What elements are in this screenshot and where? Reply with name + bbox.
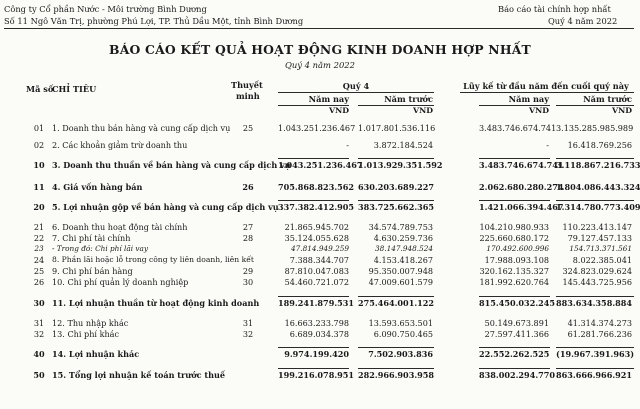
row-code: 11 — [33, 182, 45, 192]
row-code: 26 — [33, 277, 45, 287]
row-q-previous: 6.090.750.465 — [373, 329, 433, 339]
row-q-previous: 3.872.184.524 — [373, 140, 433, 150]
row-name: 7. Chi phí tài chính — [52, 233, 131, 243]
row-name: 3. Doanh thu thuần về bán hàng và cung cấp dịch vụ — [52, 160, 291, 170]
table-row — [0, 202, 640, 213]
row-note: 32 — [242, 329, 254, 339]
subtotal-line — [278, 347, 349, 348]
subtotal-line — [479, 200, 550, 201]
subtotal-line — [358, 200, 434, 201]
row-ytd-previous: 41.314.374.273 — [567, 318, 632, 328]
table-row — [0, 123, 640, 134]
row-q-current: 6.689.034.378 — [289, 329, 349, 339]
table-row — [0, 318, 640, 329]
subtotal-line — [556, 347, 634, 348]
report-subtitle: Quý 4 năm 2022 — [285, 60, 355, 70]
subtotal-line — [479, 347, 550, 348]
row-name: 9. Chi phí bán hàng — [52, 266, 133, 276]
row-name: 8. Phần lãi hoặc lỗ trong công ty liên doanh, liên kết — [52, 255, 254, 264]
row-q-current: 189.241.879.531 — [278, 298, 355, 308]
col-note-header-2: minh — [236, 91, 260, 101]
table-row — [0, 233, 640, 244]
subtotal-line — [479, 368, 550, 369]
row-code: 10 — [33, 160, 45, 170]
row-ytd-current: 50.149.673.891 — [484, 318, 549, 328]
table-row — [0, 182, 640, 193]
row-ytd-current: 815.450.032.245 — [479, 298, 556, 308]
table-row — [0, 255, 640, 266]
row-q-previous: 47.009.601.579 — [368, 277, 433, 287]
row-code: 40 — [33, 349, 45, 359]
row-name: 10. Chi phí quản lý doanh nghiệp — [52, 277, 189, 287]
row-name: 6. Doanh thu hoạt động tài chính — [52, 222, 188, 232]
quarter-header-line — [278, 92, 434, 93]
row-ytd-current: 838.002.294.770 — [479, 370, 556, 380]
row-q-previous: 95.350.007.948 — [368, 266, 433, 276]
row-code: 01 — [33, 123, 45, 133]
row-name: 4. Giá vốn hàng bán — [52, 182, 143, 192]
col-q-this-year: Năm nay — [308, 94, 349, 104]
company-address: Số 11 Ngô Văn Trị, phường Phú Lợi, TP. Thủ Dầu Một, tỉnh Bình Dương — [4, 16, 304, 26]
row-q-previous: 630.203.689.227 — [358, 182, 435, 192]
col-y-last-year: Năm trước — [583, 94, 632, 104]
row-name: - Trong đó: Chi phí lãi vay — [52, 244, 148, 253]
row-ytd-current: 2.062.680.280.274 — [479, 182, 564, 192]
report-period: Quý 4 năm 2022 — [548, 16, 618, 26]
row-q-current: 705.868.823.562 — [278, 182, 355, 192]
row-q-previous: 4.630.259.736 — [373, 233, 433, 243]
row-note: 28 — [242, 233, 254, 243]
row-ytd-current: 225.660.680.172 — [479, 233, 549, 243]
row-q-current: 87.810.047.083 — [284, 266, 349, 276]
table-row — [0, 370, 640, 381]
row-q-current: 7.388.344.707 — [289, 255, 349, 265]
row-code: 25 — [33, 266, 45, 276]
row-note: 25 — [242, 123, 254, 133]
row-ytd-current: 3.483.746.674.741 — [479, 123, 557, 133]
row-ytd-previous: 3.118.867.216.733 — [556, 160, 640, 170]
table-row — [0, 266, 640, 277]
table-row — [0, 244, 640, 255]
row-q-current: 21.865.945.702 — [284, 222, 349, 232]
row-q-previous: 7.502.903.836 — [368, 349, 433, 359]
row-ytd-previous: 154.713.371.561 — [569, 244, 632, 253]
row-q-current: 1.043.251.236.467 — [278, 123, 356, 133]
col-y-this-year: Năm nay — [508, 94, 549, 104]
row-q-current: 35.124.055.628 — [284, 233, 349, 243]
company-name: Công ty Cổ phần Nước - Môi trường Bình Dương — [4, 4, 207, 14]
row-ytd-previous: 1.314.780.773.409 — [556, 202, 640, 212]
row-note: 30 — [242, 277, 254, 287]
subtotal-line — [479, 296, 550, 297]
row-q-previous: 4.153.418.267 — [373, 255, 433, 265]
subtotal-line — [556, 296, 634, 297]
row-code: 22 — [33, 233, 45, 243]
table-row — [0, 140, 640, 151]
row-note: 31 — [242, 318, 254, 328]
row-code: 02 — [33, 140, 45, 150]
table-row — [0, 298, 640, 309]
subtotal-line — [278, 200, 349, 201]
table-row — [0, 160, 640, 171]
row-note: 27 — [242, 222, 254, 232]
col-q-last-year: Năm trước — [384, 94, 433, 104]
row-note: 29 — [242, 266, 254, 276]
col-y-last-year-unit: VND — [612, 106, 632, 115]
row-ytd-previous: 16.418.769.256 — [567, 140, 632, 150]
row-ytd-previous: 79.127.457.133 — [567, 233, 632, 243]
col-item-header: CHỈ TIÊU — [52, 84, 97, 94]
row-code: 31 — [33, 318, 45, 328]
col-quarter-header: Quý 4 — [342, 81, 370, 91]
row-ytd-current: 170.492.600.996 — [486, 244, 549, 253]
row-q-current: 199.216.078.951 — [278, 370, 355, 380]
row-ytd-previous: 110.223.413.147 — [562, 222, 632, 232]
row-ytd-previous: 324.823.029.624 — [562, 266, 632, 276]
row-ytd-current: 3.483.746.674.741 — [479, 160, 564, 170]
table-row — [0, 329, 640, 340]
report-title: BÁO CÁO KẾT QUẢ HOẠT ĐỘNG KINH DOANH HỢP NHẤT — [109, 42, 531, 57]
row-q-previous: 383.725.662.365 — [358, 202, 435, 212]
row-ytd-current: 320.162.135.327 — [479, 266, 549, 276]
subtotal-line — [358, 368, 434, 369]
row-ytd-current: 181.992.620.764 — [479, 277, 549, 287]
row-ytd-current: - — [546, 140, 549, 150]
col-q-this-year-unit: VND — [329, 106, 349, 115]
row-name: 12. Thu nhập khác — [52, 318, 129, 328]
subtotal-line — [358, 347, 434, 348]
table-row — [0, 222, 640, 233]
row-name: 2. Các khoản giảm trừ doanh thu — [52, 140, 188, 150]
row-name: 1. Doanh thu bán hàng và cung cấp dịch vụ — [52, 123, 231, 133]
row-ytd-current: 27.597.411.366 — [484, 329, 549, 339]
row-ytd-previous: 883.634.358.884 — [556, 298, 633, 308]
col-q-last-year-unit: VND — [413, 106, 433, 115]
row-ytd-current: 17.988.093.108 — [484, 255, 549, 265]
row-code: 50 — [33, 370, 45, 380]
row-code: 30 — [33, 298, 45, 308]
col-note-header-1: Thuyết — [231, 80, 263, 90]
row-name: 15. Tổng lợi nhuận kế toán trước thuế — [52, 370, 225, 380]
row-ytd-previous: 145.443.725.956 — [562, 277, 632, 287]
subtotal-line — [556, 200, 634, 201]
row-q-previous: 275.464.001.122 — [358, 298, 435, 308]
row-ytd-previous: 3.135.285.985.989 — [556, 123, 634, 133]
row-q-previous: 1.017.801.536.116 — [358, 123, 436, 133]
row-code: 23 — [34, 244, 44, 253]
row-ytd-previous: 1.804.086.443.324 — [556, 182, 640, 192]
col-ytd-header: Lũy kế từ đầu năm đến cuối quý này — [463, 81, 629, 91]
row-q-current: 1.043.251.236.467 — [278, 160, 363, 170]
row-code: 24 — [33, 255, 45, 265]
row-q-previous: 38.147.948.524 — [374, 244, 433, 253]
ytd-header-line — [460, 92, 634, 93]
row-q-current: 54.460.721.072 — [284, 277, 349, 287]
row-note: 26 — [242, 182, 254, 192]
row-q-current: 337.382.412.905 — [278, 202, 355, 212]
row-code: 20 — [33, 202, 45, 212]
row-name: 11. Lợi nhuận thuần từ hoạt động kinh doanh — [52, 298, 260, 308]
subtotal-line — [556, 158, 634, 159]
row-ytd-previous: 8.022.385.041 — [572, 255, 632, 265]
row-code: 32 — [33, 329, 45, 339]
row-q-previous: 34.574.789.753 — [368, 222, 433, 232]
row-ytd-previous: 863.666.966.921 — [556, 370, 633, 380]
row-name: 13. Chi phí khác — [52, 329, 120, 339]
row-ytd-current: 22.552.262.525 — [479, 349, 550, 359]
subtotal-line — [278, 158, 349, 159]
row-q-current: 47.814.949.259 — [290, 244, 349, 253]
subtotal-line — [358, 296, 434, 297]
subtotal-line — [556, 368, 634, 369]
col-code-header: Mã số — [26, 84, 54, 94]
subtotal-line — [278, 368, 349, 369]
row-ytd-current: 1.421.066.394.467 — [479, 202, 564, 212]
row-name: 5. Lợi nhuận gộp về bán hàng và cung cấp dịch vụ — [52, 202, 279, 212]
row-q-previous: 1.013.929.351.592 — [358, 160, 443, 170]
subtotal-line — [278, 296, 349, 297]
table-row — [0, 277, 640, 288]
header-divider — [4, 28, 634, 29]
table-row — [0, 349, 640, 360]
row-name: 14. Lợi nhuận khác — [52, 349, 140, 359]
row-q-current: 16.663.233.798 — [284, 318, 349, 328]
col-y-this-year-unit: VND — [529, 106, 549, 115]
report-name: Báo cáo tài chính hợp nhất — [498, 4, 611, 14]
subtotal-line — [479, 158, 550, 159]
row-ytd-current: 104.210.980.933 — [479, 222, 549, 232]
subtotal-line — [358, 158, 434, 159]
row-q-current: - — [346, 140, 349, 150]
row-ytd-previous: (19.967.391.963) — [556, 349, 635, 359]
row-q-previous: 13.593.653.501 — [368, 318, 433, 328]
row-q-current: 9.974.199.420 — [284, 349, 349, 359]
row-code: 21 — [33, 222, 45, 232]
row-q-previous: 282.966.903.958 — [358, 370, 435, 380]
row-ytd-previous: 61.281.766.236 — [567, 329, 632, 339]
